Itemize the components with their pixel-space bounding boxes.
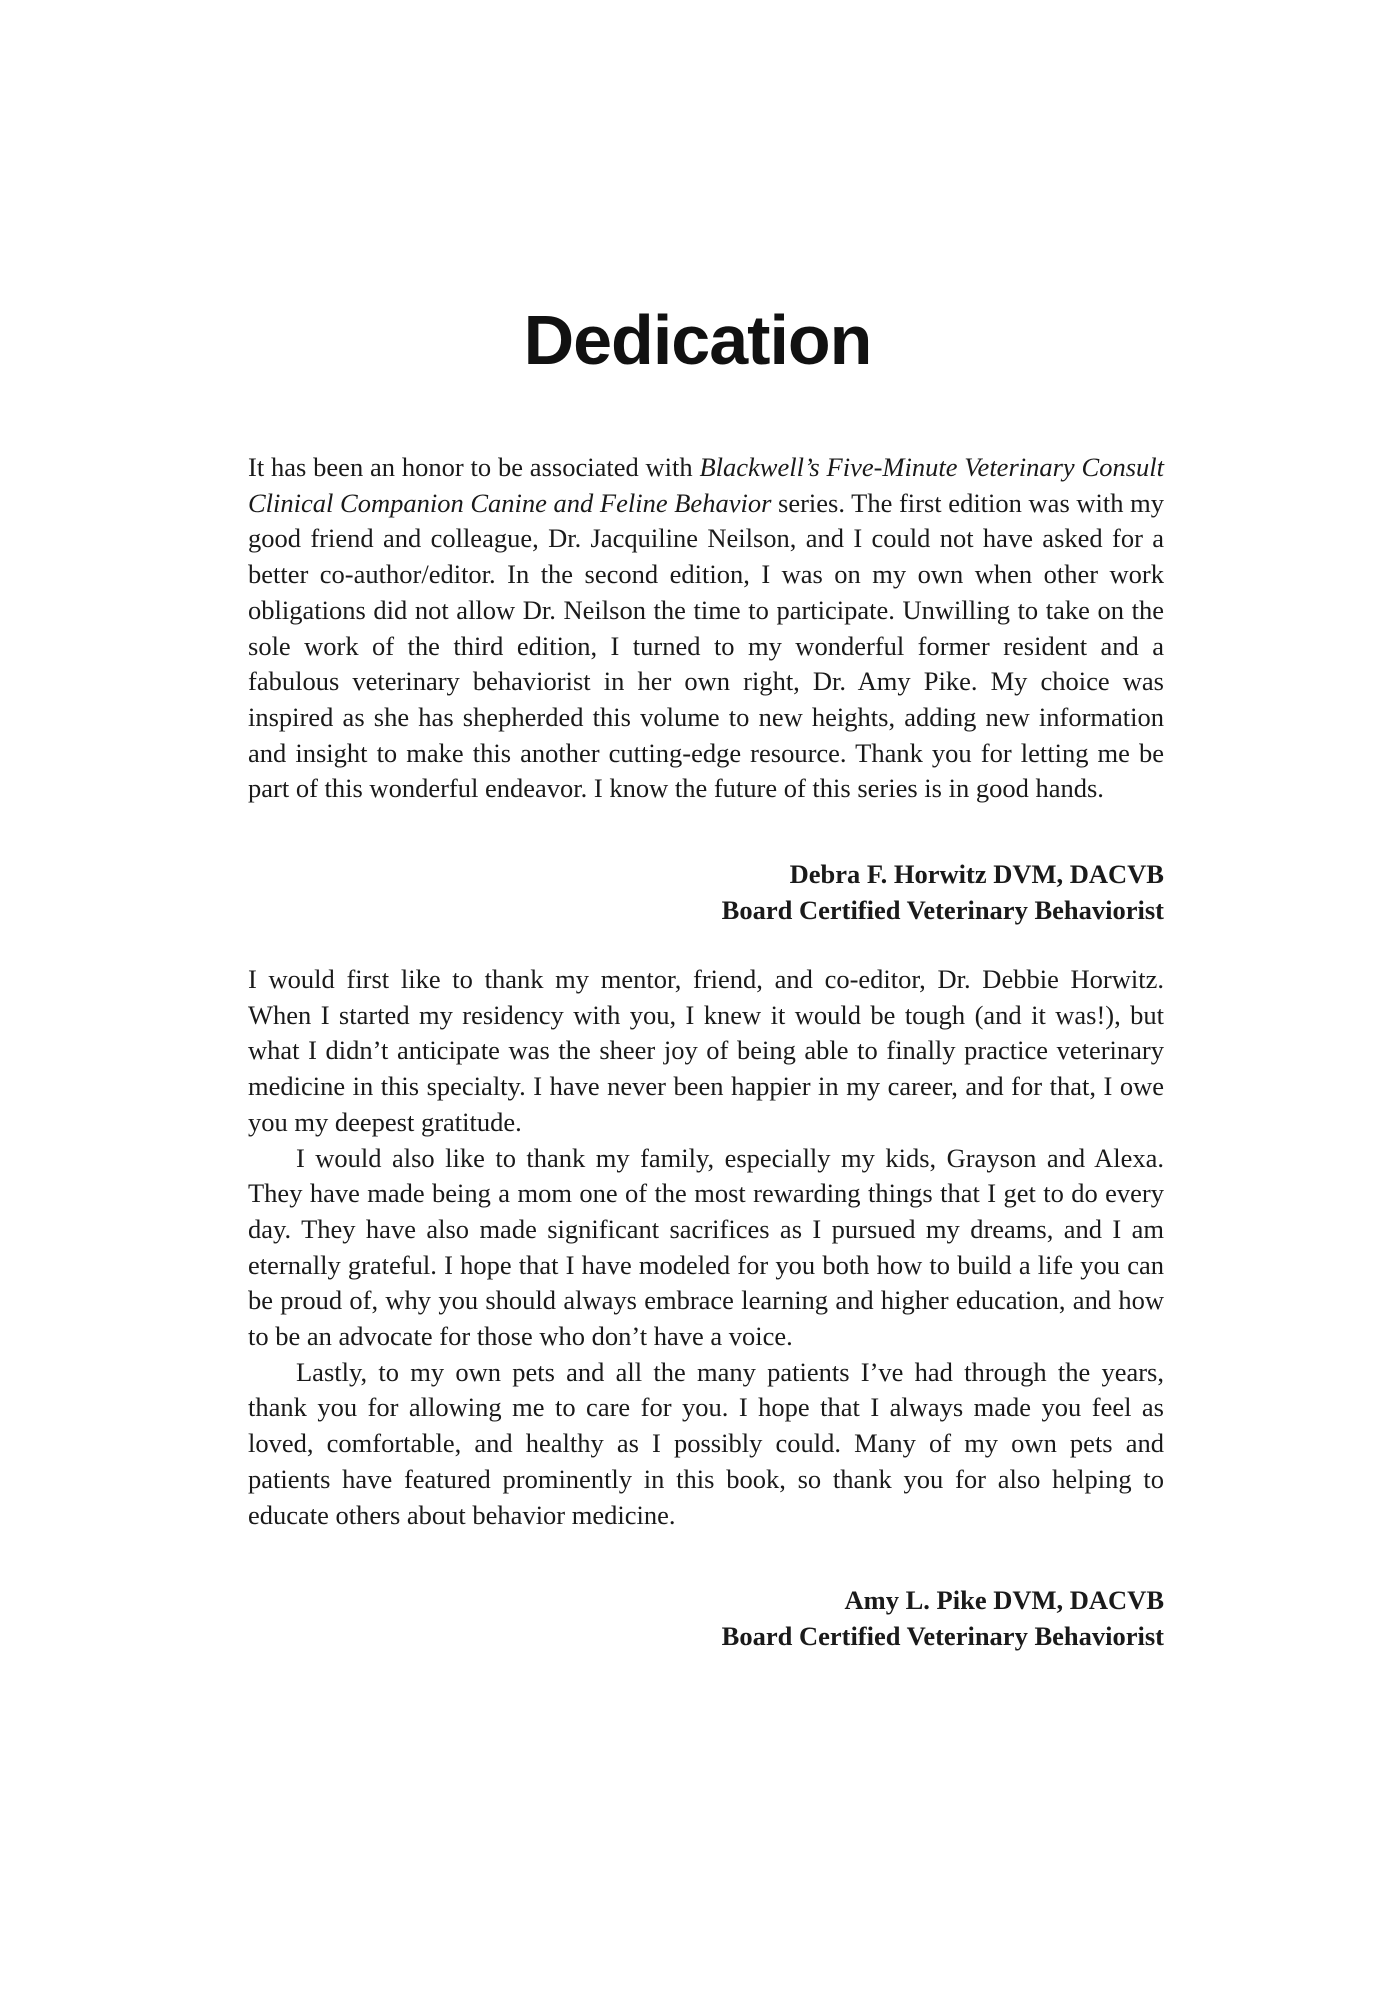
book-title-italic: Blackwell’s Five-Minute Veterinary Consult Clinical Companion Canine and Feline Behavior bbox=[248, 452, 1164, 518]
dedication-section-pike bbox=[248, 962, 1164, 1533]
dedication-paragraph: I would also like to thank my family, especially my kids, Grayson and Alexa. They have made being a mom one of the most rewarding things that I get to do every day. They have also made significant sacrifices as I pursued my dreams, and I am eternally grateful. I hope that I have modeled for you both how to build a life you can be proud of, why you should always embrace learning and higher education, and how to be an advocate for those who don’t have a voice. bbox=[248, 1142, 1164, 1352]
dedication-paragraph bbox=[248, 450, 1164, 807]
signature-name: Amy L. Pike DVM, DACVB bbox=[844, 1585, 1164, 1615]
dedication-paragraph: Lastly, to my own pets and all the many patients I’ve had through the years, thank you for allowing me to care for you. I hope that I always made you feel as loved, comfortable, and healthy as I possibly could. Many of my own pets and patients have featured prominently in this book, so thank you for also helping to educate others about behavior medicine. bbox=[248, 1356, 1164, 1530]
paragraph-text-end: series. The first edition was with my good friend and colleague, Dr. Jacquiline Neilson, and I could not have asked for a better co-author/editor. In the second edition, I was on my own when other work obligations did not allow Dr. Neilson the time to participate. Unwilling to take on the sole work of the third edition, I turned to my wonderful former resident and a fabulous veterinary behaviorist in her own right, Dr. Amy Pike. My choice was inspired as she has shepherded this volume to new heights, adding new information and insight to make this another cutting-edge resource. Thank you for letting me be part of this wonderful endeavor. I know the future of this series is in good hands. bbox=[248, 487, 1165, 804]
dedication-paragraph: I would first like to thank my mentor, friend, and co-editor, Dr. Debbie Horwitz. When I started my residency with you, I knew it would be tough (and it was!), but what I didn’t anticipate was the sheer joy of being able to finally practice veterinary medicine in this specialty. I have never been happier in my career, and for that, I owe you my deepest gratitude. bbox=[248, 964, 1164, 1137]
signature-name: Debra F. Horwitz DVM, DACVB bbox=[789, 859, 1164, 889]
dedication-section-horwitz bbox=[248, 450, 1164, 807]
signature-block-pike bbox=[248, 1582, 1164, 1654]
signature-role: Board Certified Veterinary Behaviorist bbox=[721, 1621, 1164, 1651]
paragraph-text-start: It has been an honor to be associated with bbox=[248, 452, 700, 482]
page-title: Dedication bbox=[523, 301, 872, 379]
signature-role: Board Certified Veterinary Behaviorist bbox=[721, 895, 1164, 925]
signature-block-horwitz bbox=[248, 856, 1164, 928]
